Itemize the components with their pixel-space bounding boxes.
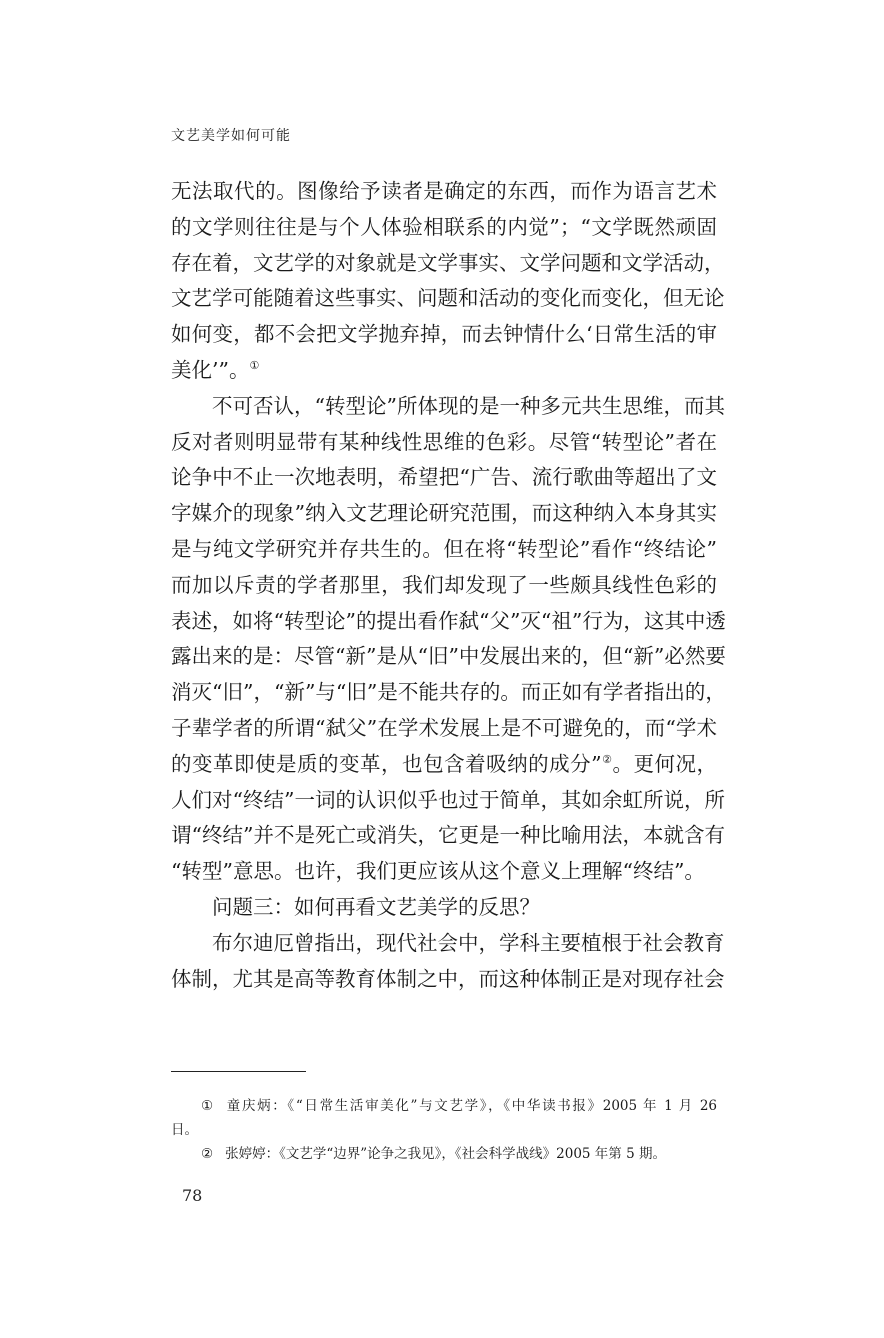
footnote-1-line-2 bbox=[171, 1118, 717, 1142]
text-line bbox=[171, 532, 717, 568]
text-line bbox=[171, 854, 717, 890]
text-line bbox=[171, 639, 726, 675]
text-span: 露出来的是：尽管“新”是从“旧”中发展出来的，但“新”必然要 bbox=[171, 644, 726, 669]
footnote-ref: ② bbox=[601, 752, 613, 766]
text-span: 表述，如将“转型论”的提出看作弑“父”灭“祖”行为，这其中透 bbox=[171, 608, 726, 633]
text-line bbox=[171, 747, 717, 783]
text-span: 存在着，文艺学的对象就是文学事实、文学问题和文学活动， bbox=[171, 250, 725, 275]
text-span: 。更何况， bbox=[612, 751, 717, 776]
footnote-marker: ② bbox=[201, 1146, 214, 1162]
footnote-rule bbox=[171, 1071, 306, 1072]
text-line bbox=[171, 425, 717, 461]
text-line bbox=[171, 783, 725, 819]
text-line bbox=[171, 174, 717, 210]
text-span: 谓“终结”并不是死亡或消失，它更是一种比喻用法，本就含有 bbox=[171, 823, 725, 848]
paragraph-start-line bbox=[171, 389, 725, 425]
footnote-ref: ① bbox=[249, 358, 260, 372]
text-line bbox=[171, 711, 717, 747]
text-line bbox=[171, 675, 726, 711]
text-line bbox=[171, 962, 725, 998]
text-line bbox=[171, 353, 717, 389]
footnote-marker: ① bbox=[201, 1098, 215, 1114]
footnote-text: 张婷婷：《文艺学“边界”论争之我见》，《社会科学战线》2005 年第 5 期。 bbox=[225, 1146, 666, 1162]
text-line bbox=[171, 460, 717, 496]
footnotes bbox=[171, 1094, 717, 1166]
footnote-text: 日。 bbox=[171, 1122, 198, 1138]
text-span: 无法取代的。图像给予读者是确定的东西，而作为语言艺术 bbox=[171, 179, 717, 203]
text-span: 字媒介的现象”纳入文艺理论研究范围，而这种纳入本身其实 bbox=[171, 501, 717, 526]
text-span: 人们对“终结”一词的认识似乎也过于简单，其如余虹所说，所 bbox=[171, 787, 725, 812]
body-text bbox=[171, 174, 726, 997]
text-span: 是与纯文学研究并存共生的。但在将“转型论”看作“终结论” bbox=[171, 536, 717, 561]
text-span: 布尔迪厄曾指出，现代社会中，学科主要植根于社会教育 bbox=[212, 930, 725, 955]
section-question-line bbox=[171, 890, 717, 926]
footnote-text: 童庆炳：《“日常生活审美化”与文艺学》，《中华读书报》2005 年 1 月 26 bbox=[226, 1098, 718, 1114]
running-head: 文艺美学如何可能 bbox=[171, 128, 291, 144]
footnote-1-line-1 bbox=[171, 1094, 717, 1118]
text-span: 论争中不止一次地表明，希望把“广告、流行歌曲等超出了文 bbox=[171, 465, 717, 490]
text-span: 消灭“旧”，“新”与“旧”是不能共存的。而正如有学者指出的， bbox=[171, 680, 726, 705]
text-span: 而加以斥责的学者那里，我们却发现了一些颇具线性色彩的 bbox=[171, 572, 717, 597]
text-span: 的文学则往往是与个人体验相联系的内觉”；“文学既然顽固 bbox=[171, 214, 717, 239]
page-number: 78 bbox=[182, 1186, 203, 1205]
text-span: 子辈学者的所谓“弑父”在学术发展上是不可避免的，而“学术 bbox=[171, 715, 717, 740]
text-line bbox=[171, 210, 717, 246]
text-span: 美化’”。 bbox=[171, 357, 250, 382]
text-line bbox=[171, 818, 725, 854]
text-span: 反对者则明显带有某种线性思维的色彩。尽管“转型论”者在 bbox=[171, 429, 717, 454]
text-span: 文艺学可能随着这些事实、问题和活动的变化而变化，但无论 bbox=[171, 286, 725, 311]
text-span: 的变革即使是质的变革，也包含着吸纳的成分” bbox=[171, 751, 602, 776]
text-span: 体制，尤其是高等教育体制之中，而这种体制正是对现存社会 bbox=[171, 966, 725, 991]
text-line bbox=[171, 604, 726, 640]
text-span: “转型”意思。也许，我们更应该从这个意义上理解“终结”。 bbox=[171, 859, 705, 884]
footnote-2-line-1 bbox=[171, 1142, 717, 1166]
paragraph-start-line bbox=[171, 926, 725, 962]
text-line bbox=[171, 496, 717, 532]
text-span: 问题三：如何再看文艺美学的反思？ bbox=[212, 894, 540, 919]
text-span: 不可否认，“转型论”所体现的是一种多元共生思维，而其 bbox=[212, 393, 725, 418]
text-line bbox=[171, 568, 717, 604]
text-line bbox=[171, 246, 725, 282]
text-span: 如何变，都不会把文学抛弃掉，而去钟情什么‘日常生活的审 bbox=[171, 322, 717, 347]
text-line bbox=[171, 281, 725, 317]
text-line bbox=[171, 317, 717, 353]
